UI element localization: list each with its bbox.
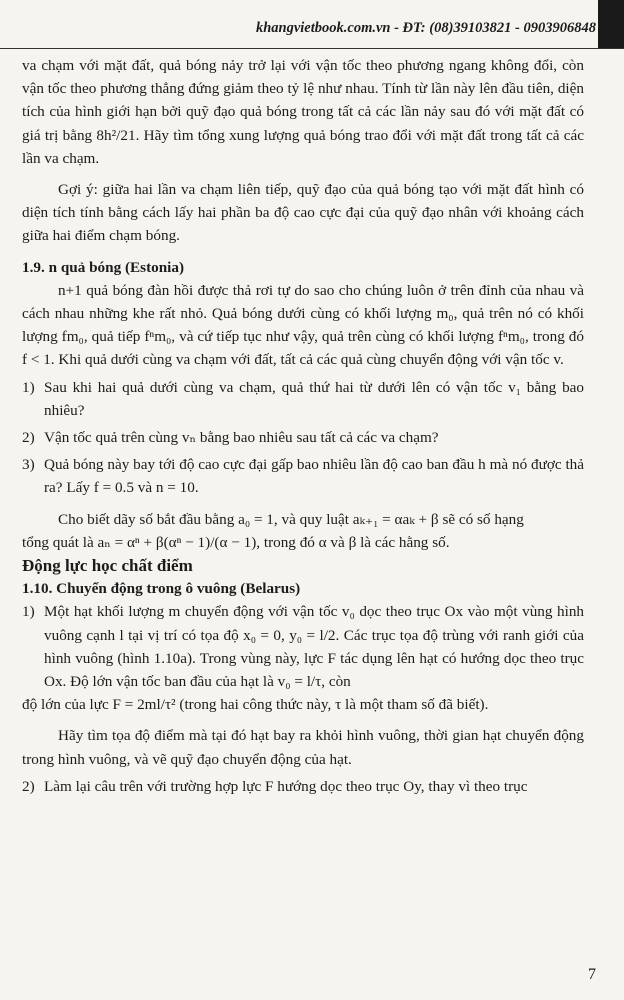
header-corner-block xyxy=(598,0,624,48)
item-number: 3) xyxy=(22,456,35,474)
item-text: Sau khi hai quả dưới cùng va chạm, quả thứ hai từ dưới lên có vận tốc v₁ bằng bao nhiêu? xyxy=(44,378,584,419)
problem-1-9-intro: n+1 quả bóng đàn hồi được thả rơi tự do sao cho chúng luôn ở trên đỉnh của nhau và cách nhau những khe rất nhỏ. Quả bóng dưới cùng có khối lượng m₀, quả trên nó có khối lượng fm₀, quả tiếp fⁿm₀, và cứ tiếp tục như vậy, quả trên cùng có khối lượng fⁿm₀, trong đó f < 1. Khi quả dưới cùng va chạm với đất, tất cả các quả cùng chuyển động với vận tốc v. xyxy=(22,281,584,369)
page-content xyxy=(22,54,584,798)
problem-1-8-text: va chạm với mặt đất, quả bóng nảy trở lại với vận tốc theo phương ngang không đổi, còn vận tốc theo phương thẳng đứng giảm theo tỷ lệ như nhau. Tính từ lần này lên đầu tiên, diện tích của hình giới hạn bởi quỹ đạo quả bóng trong tất cả các lần nảy sau đó với mặt đất có giá trị bằng 8h²/21. Hãy tìm tổng xung lượng quả bóng trao đổi với mặt đất trong tất cả các lần va chạm. xyxy=(22,57,584,167)
item-number: 2) xyxy=(22,429,35,447)
item-text: Quả bóng này bay tới độ cao cực đại gấp bao nhiêu lần độ cao ban đầu h mà nó được thả ra? Lấy f = 0.5 và n = 10. xyxy=(44,456,584,497)
problem-1-10-task: Hãy tìm tọa độ điểm mà tại đó hạt bay ra khỏi hình vuông, thời gian hạt chuyển động trong hình vuông, và vẽ quỹ đạo chuyển động của hạt. xyxy=(22,727,584,768)
problem-1-9-question-2 xyxy=(22,426,584,449)
problem-1-8-hint: Gợi ý: giữa hai lần va chạm liên tiếp, quỹ đạo của quả bóng tạo với mặt đất hình có diện tích tính bằng cách lấy hai phần ba độ cao cực đại của quỹ đạo nhân với khoảng cách giữa hai điểm chạm bóng. xyxy=(22,181,584,245)
problem-1-9-question-1 xyxy=(22,376,584,422)
chapter-title: Động lực học chất điểm xyxy=(22,556,193,576)
item-number: 1) xyxy=(22,378,35,396)
item-text: Làm lại câu trên với trường hợp lực F hướng dọc theo trục Oy, thay vì theo trục xyxy=(44,777,528,795)
problem-1-9-heading: 1.9. n quả bóng (Estonia) xyxy=(22,258,185,276)
item-number: 2) xyxy=(22,777,35,795)
problem-1-10-question-1 xyxy=(22,600,584,693)
problem-1-10-question-2 xyxy=(22,775,584,798)
item-text: Một hạt khối lượng m chuyển động với vận tốc v₀ dọc theo trục Ox vào một vùng hình vuông cạnh l tại vị trí có tọa độ x₀ = 0, y₀ = l/2. Các trục tọa độ trùng với ranh giới của hình vuông (hình 1.10a). Trong vùng này, lực F tác dụng lên hạt có hướng dọc theo trục Ox. Độ lớn vận tốc ban đầu của hạt là v₀ = l/τ, còn xyxy=(44,603,584,691)
page-number: 7 xyxy=(588,966,596,983)
problem-1-9-question-3 xyxy=(22,453,584,499)
problem-1-9-note-line-1: Cho biết dãy số bắt đầu bằng a₀ = 1, và quy luật aₖ₊₁ = αaₖ + β sẽ có số hạng xyxy=(58,510,524,528)
header-site-text: khangvietbook.com.vn - ĐT: (08)39103821 - 0903906848 xyxy=(255,20,596,36)
item-number: 1) xyxy=(22,603,35,621)
problem-1-9-note-line-2: tổng quát là aₙ = αⁿ + β(αⁿ − 1)/(α − 1), trong đó α và β là các hằng số. xyxy=(22,533,450,551)
page-header xyxy=(0,0,624,49)
item-text: Vận tốc quả trên cùng vₙ bằng bao nhiêu sau tất cả các va chạm? xyxy=(44,429,439,447)
problem-1-10-heading: 1.10. Chuyển động trong ô vuông (Belarus) xyxy=(22,580,301,598)
problem-1-10-force-line: độ lớn của lực F = 2ml/τ² (trong hai công thức này, τ là một tham số đã biết). xyxy=(22,696,489,714)
